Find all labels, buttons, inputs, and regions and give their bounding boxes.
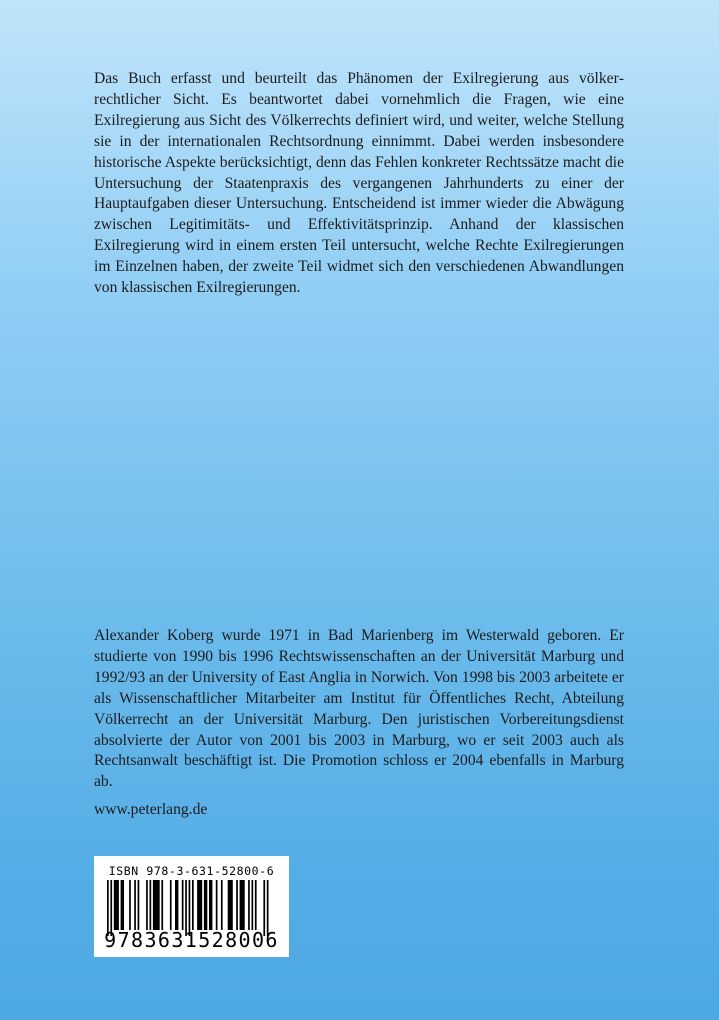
barcode-bar-4 bbox=[129, 880, 131, 930]
barcode-bar-3 bbox=[121, 880, 124, 930]
barcode-bar-11 bbox=[170, 880, 172, 930]
barcode-bar-13 bbox=[182, 880, 184, 930]
barcode-bar-24 bbox=[240, 880, 245, 930]
barcode-bar-22 bbox=[228, 880, 233, 930]
barcode-digits: 9783631528006 bbox=[104, 928, 279, 952]
barcode-bar-18 bbox=[204, 880, 207, 930]
publisher-website-link[interactable]: www.peterlang.de bbox=[94, 801, 208, 818]
barcode-bar-10 bbox=[161, 880, 163, 930]
author-biography: Alexander Koberg wurde 1971 in Bad Marienberg im Westerwald geboren. Er studierte von 1990 bis 1996 Rechtswissenschaften an der Universität Marburg und 1992/93 an der University of East Anglia in Norwich. Von 1998 bis 2003 arbeitete er als Wissenschaftlicher Mitarbeiter am Institut für Öffentliches Recht, Abteilung Völkerrecht an der Universität Marburg. Den juristischen Vorbereitungsdienst absolvierte der Autor von 2001 bis 2003 in Marburg, wo er seit 2003 auch als Rechtsanwalt beschäftigt ist. Die Promotion schloss er 2004 ebenfalls in Marburg ab. bbox=[94, 627, 624, 791]
barcode-bar-20 bbox=[216, 880, 218, 930]
book-description: Das Buch erfasst und beurteilt das Phänomen der Exilregierung aus völkerrechtlicher Sicht. Es beantwortet dabei vornehmlich die Fragen, wie eine Exilregierung aus Sicht des Völkerrechts definiert wird, und weiter, welche Stellung sie in der internationalen Rechtsordnung einnimmt. Dabei werden insbesondere historische Aspekte berücksichtigt, denn das Fehlen konkreter Rechtssätze macht die Untersuchung der Staatenpraxis des vergangenen Jahrhunderts zu einer der Hauptaufgaben dieser Untersuchung. Entscheidend ist immer wieder die Abwägung zwischen Legitimitäts- und Effektivitätsprinzip. Anhand der klassischen Exilregierung wird in einem ersten Teil untersucht, welche Rechte Exilregierungen im Einzelnen haben, der zweite Teil widmet sich den verschiedenen Abwandlungen von klassischen Exilregierungen. bbox=[94, 70, 624, 297]
barcode-bar-21 bbox=[221, 880, 223, 930]
barcode-bar-16 bbox=[192, 880, 194, 930]
isbn-barcode bbox=[94, 856, 289, 957]
barcode-bar-26 bbox=[252, 880, 254, 930]
barcode-bar-23 bbox=[236, 880, 238, 930]
barcode-bar-19 bbox=[209, 880, 212, 930]
barcode-bar-9 bbox=[153, 880, 160, 930]
barcode-bar-6 bbox=[138, 880, 140, 930]
barcode-bar-5 bbox=[134, 880, 136, 930]
barcode-bar-27 bbox=[255, 880, 257, 930]
barcode-bar-8 bbox=[150, 880, 152, 930]
barcode-bar-2 bbox=[114, 880, 119, 930]
barcode-bar-17 bbox=[197, 880, 202, 930]
barcode-bar-7 bbox=[146, 880, 148, 930]
barcode-bar-25 bbox=[248, 880, 250, 930]
barcode-bar-12 bbox=[175, 880, 178, 930]
isbn-label: ISBN 978-3-631-52800-6 bbox=[108, 864, 275, 878]
